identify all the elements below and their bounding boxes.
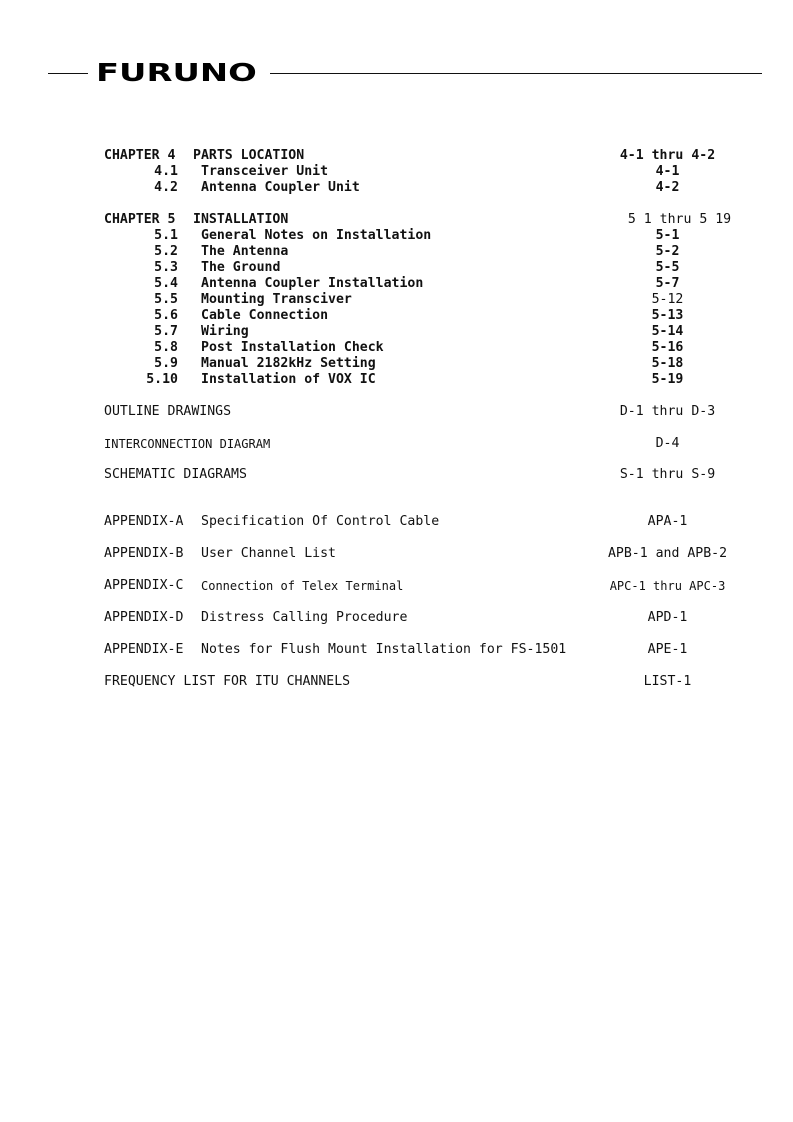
appendix-label: APPENDIX-E (104, 642, 184, 657)
appendix-page: APE-1 (647, 642, 688, 657)
section-page: 5-7 (655, 276, 680, 291)
section-page: 4-2 (655, 180, 680, 195)
section-number: 5.9 (154, 356, 178, 371)
outline-drawings-title: OUTLINE DRAWINGS (104, 404, 232, 419)
section-number: 5.6 (154, 308, 178, 323)
section-title: Manual 2182kHz Setting (201, 356, 376, 371)
section-number: 4.1 (154, 164, 178, 179)
section-number: 5.10 (146, 372, 178, 387)
chapter-5-label: CHAPTER 5 (104, 212, 176, 227)
section-page: 5-13 (651, 308, 684, 323)
appendix-page: APA-1 (647, 514, 688, 529)
appendix-title: Notes for Flush Mount Installation for FS-1501 (201, 642, 567, 657)
appendix-page: APC-1 thru APC-3 (609, 579, 726, 593)
frequency-list-title: FREQUENCY LIST FOR ITU CHANNELS (104, 674, 351, 689)
section-page: 5-14 (651, 324, 684, 339)
schematic-diagrams-pages: S-1 thru S-9 (619, 467, 716, 482)
section-number: 5.8 (154, 340, 178, 355)
section-number: 5.7 (154, 324, 178, 339)
section-page: 5-1 (655, 228, 680, 243)
interconnection-diagram-page: D-4 (655, 436, 680, 451)
header-rule-left (48, 73, 88, 74)
appendix-title: User Channel List (201, 546, 336, 561)
appendix-title: Connection of Telex Terminal (201, 579, 404, 593)
appendix-label: APPENDIX-D (104, 610, 184, 625)
schematic-diagrams-title: SCHEMATIC DIAGRAMS (104, 467, 247, 482)
section-page: 5-16 (651, 340, 684, 355)
chapter-5-title: INSTALLATION (193, 212, 289, 227)
section-number: 5.4 (154, 276, 178, 291)
section-title: Cable Connection (201, 308, 329, 323)
section-title: The Ground (201, 260, 281, 275)
section-page: 5-18 (651, 356, 684, 371)
section-page: 5-19 (651, 372, 684, 387)
appendix-title: Distress Calling Procedure (201, 610, 408, 625)
appendix-title: Specification Of Control Cable (201, 514, 440, 529)
appendix-label: APPENDIX-B (104, 546, 184, 561)
section-page: 4-1 (655, 164, 680, 179)
chapter-4-label: CHAPTER 4 (104, 148, 176, 163)
section-page: 5-2 (655, 244, 680, 259)
outline-drawings-pages: D-1 thru D-3 (619, 404, 716, 419)
appendix-page: APB-1 and APB-2 (607, 546, 728, 561)
chapter-4-pages: 4-1 thru 4-2 (619, 148, 716, 163)
section-title: The Antenna (201, 244, 289, 259)
appendix-label: APPENDIX-C (104, 578, 184, 593)
section-title: Antenna Coupler Installation (201, 276, 424, 291)
chapter-5-pages: 5 1 thru 5 19 (627, 212, 732, 227)
section-page: 5-5 (655, 260, 680, 275)
section-number: 5.2 (154, 244, 178, 259)
section-number: 5.1 (154, 228, 178, 243)
chapter-4-title: PARTS LOCATION (193, 148, 305, 163)
section-title: Antenna Coupler Unit (201, 180, 360, 195)
appendix-label: APPENDIX-A (104, 514, 184, 529)
section-number: 5.5 (154, 292, 178, 307)
interconnection-diagram-title: INTERCONNECTION DIAGRAM (104, 437, 271, 451)
section-title: Installation of VOX IC (201, 372, 376, 387)
frequency-list-page: LIST-1 (643, 674, 692, 689)
header-rule-right (270, 73, 762, 74)
section-title: Mounting Transciver (201, 292, 352, 307)
appendix-page: APD-1 (647, 610, 688, 625)
section-number: 5.3 (154, 260, 178, 275)
furuno-logo: FURUNO (96, 58, 257, 87)
section-title: Transceiver Unit (201, 164, 329, 179)
section-title: General Notes on Installation (201, 228, 432, 243)
section-page: 5-12 (651, 292, 684, 307)
section-title: Post Installation Check (201, 340, 384, 355)
section-number: 4.2 (154, 180, 178, 195)
section-title: Wiring (201, 324, 249, 339)
